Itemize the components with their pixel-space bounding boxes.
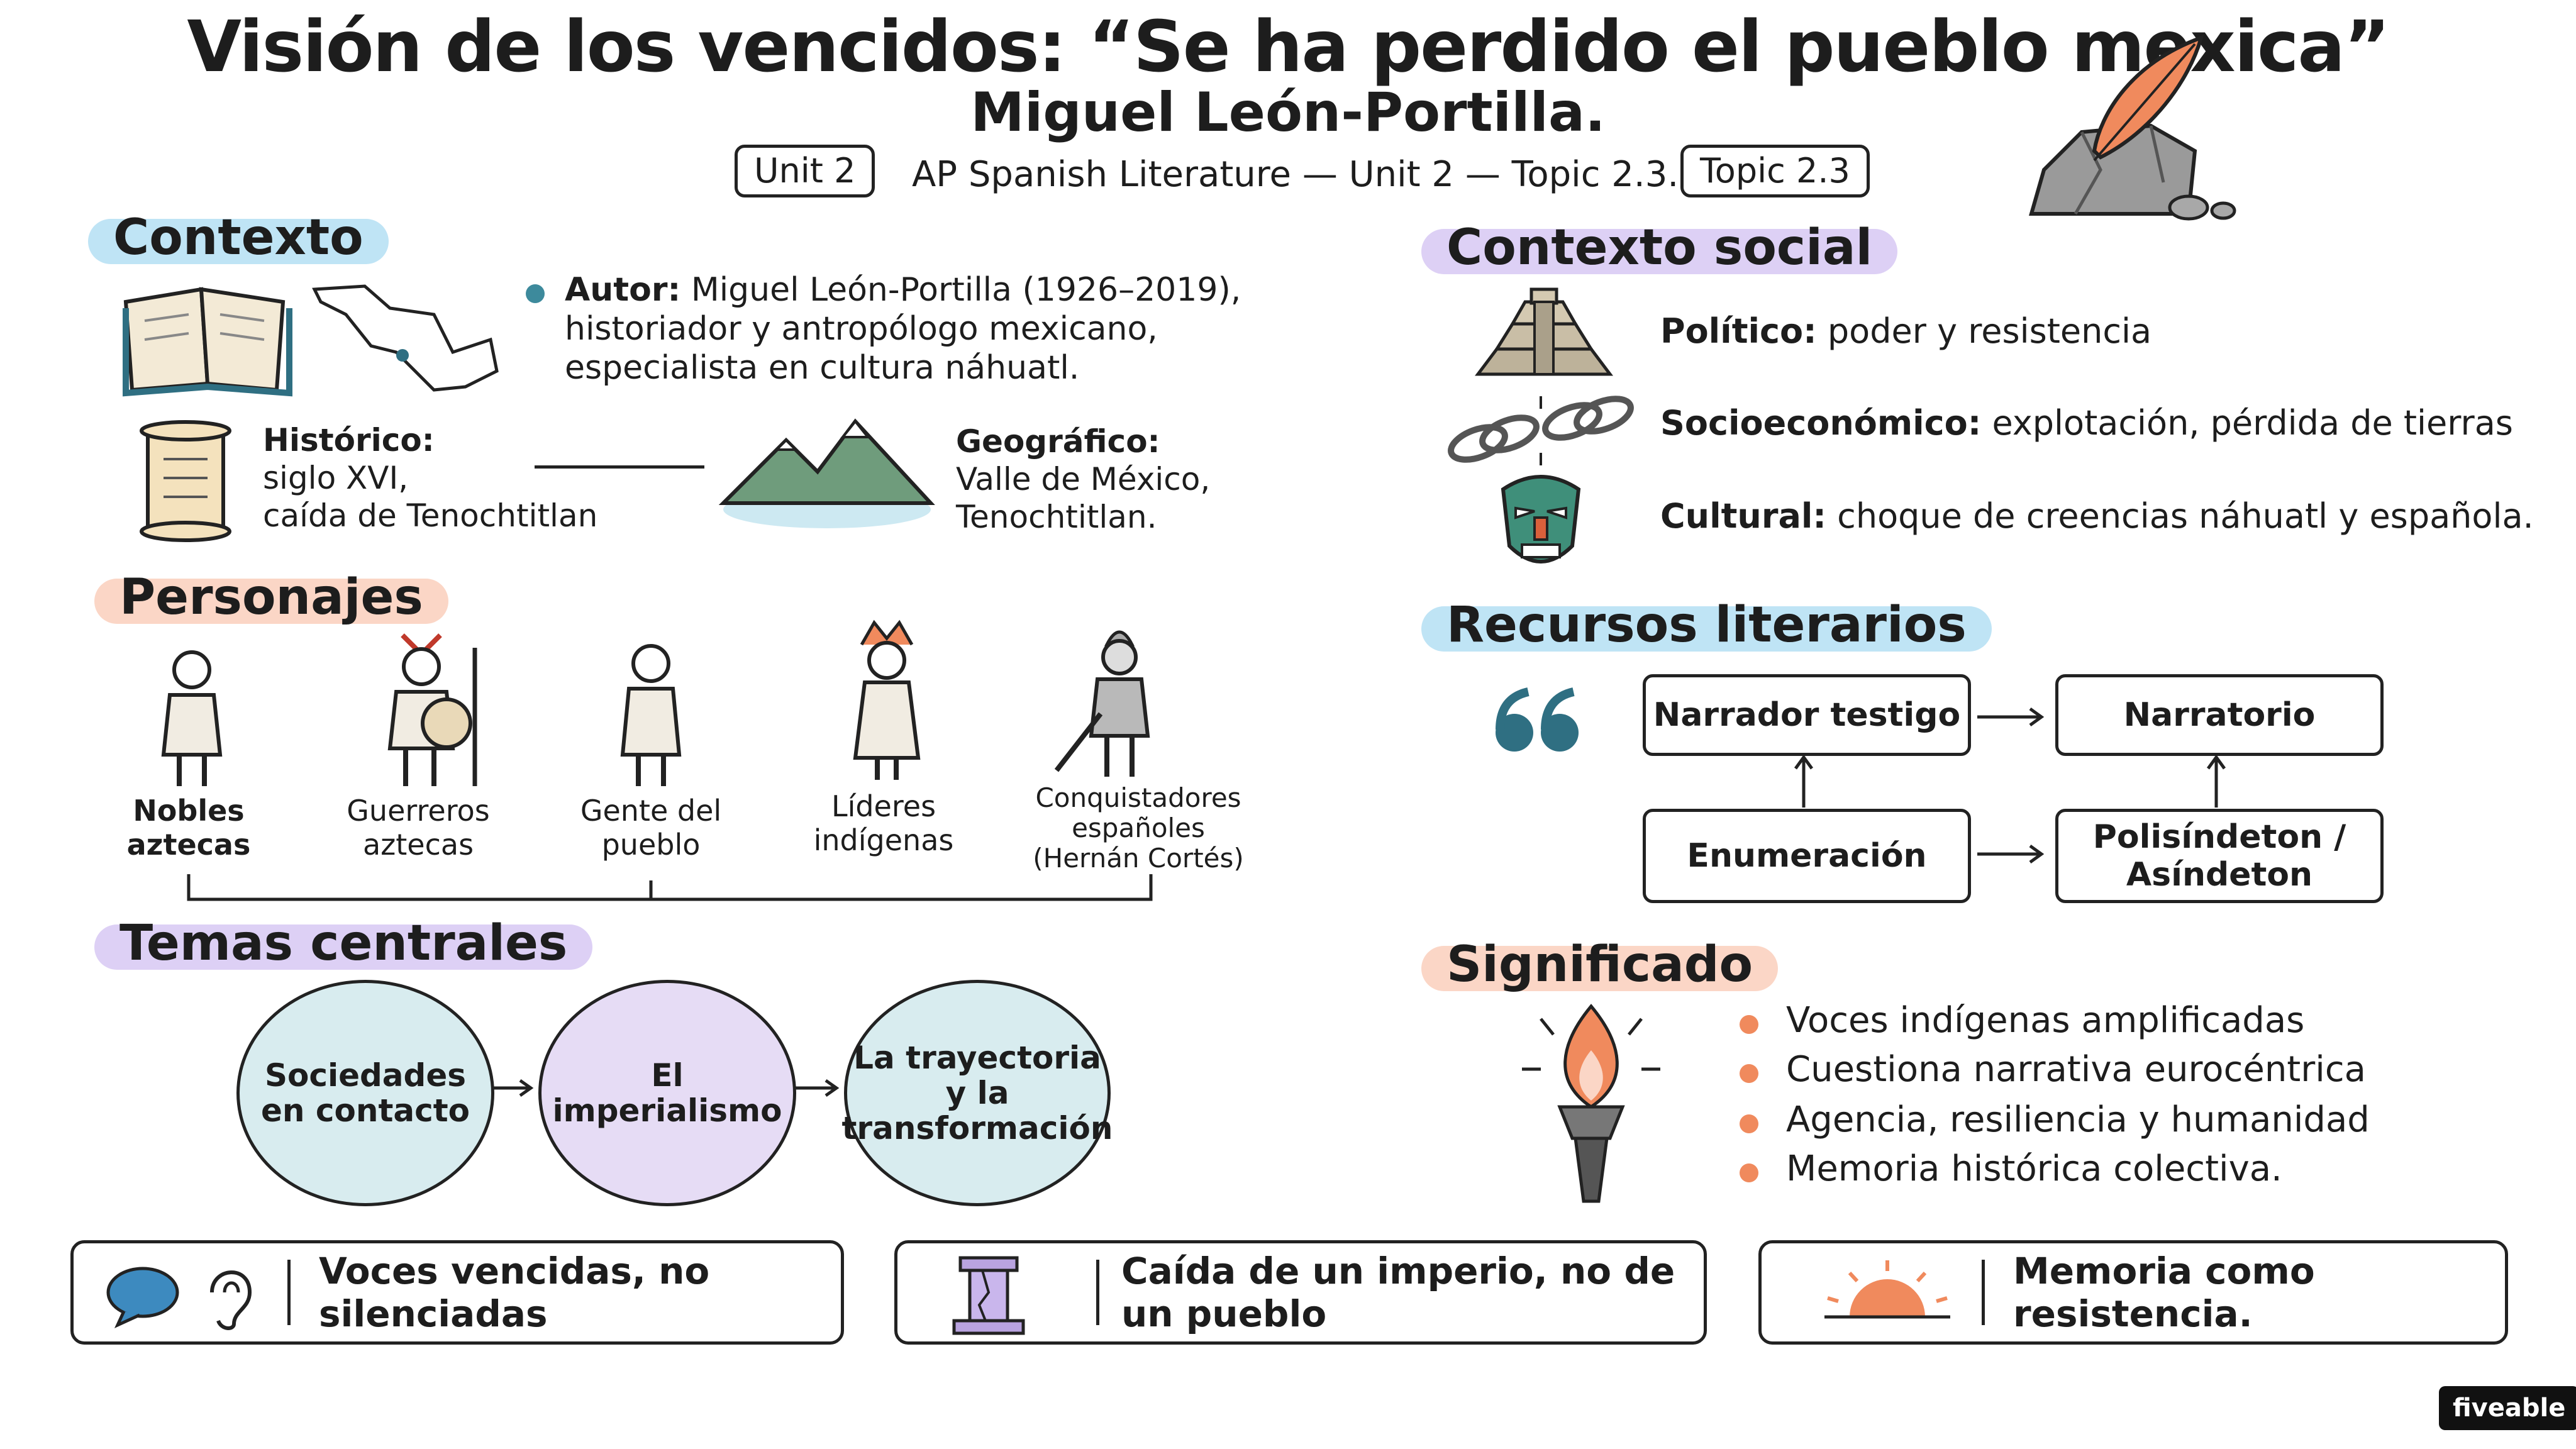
recursos-arrow-enumeracion-polisindeton — [1977, 841, 2046, 867]
broken-chain-icon — [1440, 390, 1641, 472]
tema-circle-imperialismo: El imperialismo — [538, 980, 796, 1206]
significado-bullet-3 — [1740, 1114, 1758, 1133]
conquistador-figure-icon — [1050, 619, 1189, 783]
scroll-icon — [132, 421, 239, 541]
bottom-box-voces — [70, 1240, 844, 1345]
significado-bullet-4 — [1740, 1163, 1758, 1182]
recurso-narrador-testigo: Narrador testigo — [1643, 674, 1971, 756]
mexico-map-icon — [308, 277, 503, 396]
autor-line2: historiador y antropólogo mexicano, — [565, 310, 1158, 348]
autor-line3: especialista en cultura náhuatl. — [565, 349, 1080, 387]
section-significado-heading: Significado — [1421, 935, 1778, 995]
significado-item-1: Voces indígenas amplificadas — [1786, 1000, 2305, 1041]
historico-block: Histórico: siglo XVI, caída de Tenochtitlan — [263, 422, 598, 534]
section-contexto-social-heading: Contexto social — [1421, 218, 1897, 278]
quill-stone-icon — [2006, 25, 2270, 226]
recursos-arrow-enumeracion-narrador — [1791, 755, 1816, 808]
recursos-arrow-narrador-narratorio — [1977, 704, 2046, 730]
contexto-politico: Político: poder y resistencia — [1660, 311, 2152, 351]
section-temas-heading: Temas centrales — [94, 913, 592, 974]
personaje-nobles: Nobles aztecas — [126, 794, 251, 862]
bottom-label-voces: Voces vencidas, no silenciadas — [319, 1250, 710, 1335]
bottom-box-caida — [894, 1240, 1707, 1345]
personaje-lideres: Líderes indígenas — [813, 789, 954, 857]
bottom-label-memoria: Memoria como resistencia. — [2013, 1250, 2315, 1335]
recursos-arrow-polisindeton-narratorio — [2204, 755, 2229, 808]
bottom-label-caida: Caída de un imperio, no de un pueblo — [1121, 1250, 1675, 1335]
noble-figure-icon — [151, 648, 233, 792]
temas-arrow-2 — [795, 1075, 842, 1101]
page-title: Visión de los vencidos: “Se ha perdido el pueblo mexica” — [187, 6, 2389, 88]
significado-bullet-1 — [1740, 1015, 1758, 1034]
significado-bullet-2 — [1740, 1064, 1758, 1083]
personaje-conquistadores: Conquistadores españoles (Hernán Cortés) — [1033, 782, 1244, 874]
section-contexto-heading: Contexto — [88, 208, 389, 268]
tema-circle-trayectoria: La trayectoria y la transformación — [844, 980, 1111, 1206]
contexto-socioeconomico: Socioeconómico: explotación, pérdida de tierras — [1660, 403, 2513, 443]
personaje-guerreros: Guerreros aztecas — [347, 794, 490, 862]
unit-tag: Unit 2 — [735, 145, 875, 197]
contexto-cultural: Cultural: choque de creencias náhuatl y española. — [1660, 496, 2534, 536]
torch-icon — [1516, 1000, 1667, 1208]
personaje-gente: Gente del pueblo — [580, 794, 722, 862]
indigenous-leader-figure-icon — [843, 619, 931, 783]
tema-circle-sociedades: Sociedades en contacto — [236, 980, 494, 1206]
bottom-box-memoria — [1758, 1240, 2508, 1345]
recurso-polisindeton: Polisíndeton / Asíndeton — [2055, 809, 2384, 903]
ear-icon — [199, 1261, 256, 1330]
autor-line1: Autor: Miguel León-Portilla (1926–2019), — [565, 271, 1241, 309]
significado-item-3: Agencia, resiliencia y humanidad — [1786, 1099, 2370, 1140]
page-subtitle: Miguel León-Portilla. — [970, 81, 1606, 144]
geografico-block: Geográfico: Valle de México, Tenochtitlan. — [956, 423, 1211, 535]
quote-marks-icon — [1491, 686, 1585, 761]
warrior-figure-icon — [358, 629, 484, 792]
context-connector-line — [535, 465, 704, 469]
personajes-bracket — [182, 874, 1163, 906]
sunset-icon — [1818, 1257, 1957, 1326]
pyramid-icon — [1472, 286, 1616, 380]
speech-bubble-icon — [105, 1267, 187, 1324]
significado-item-4: Memoria histórica colectiva. — [1786, 1148, 2282, 1189]
topic-tag: Topic 2.3 — [1680, 145, 1870, 197]
recurso-narratorio: Narratorio — [2055, 674, 2384, 756]
significado-item-2: Cuestiona narrativa eurocéntrica — [1786, 1049, 2366, 1090]
temas-arrow-1 — [492, 1075, 536, 1101]
section-personajes-heading: Personajes — [94, 567, 448, 628]
commoner-figure-icon — [610, 641, 692, 792]
fiveable-logo: fiveable — [2439, 1386, 2576, 1430]
aztec-mask-icon — [1491, 470, 1591, 577]
autor-bullet — [526, 284, 545, 303]
mountains-icon — [717, 409, 937, 535]
course-line: AP Spanish Literature — Unit 2 — Topic 2.3. — [912, 154, 1679, 195]
broken-column-icon — [948, 1255, 1030, 1336]
section-recursos-heading: Recursos literarios — [1421, 595, 1992, 655]
open-book-icon — [119, 277, 296, 396]
recurso-enumeracion: Enumeración — [1643, 809, 1971, 903]
